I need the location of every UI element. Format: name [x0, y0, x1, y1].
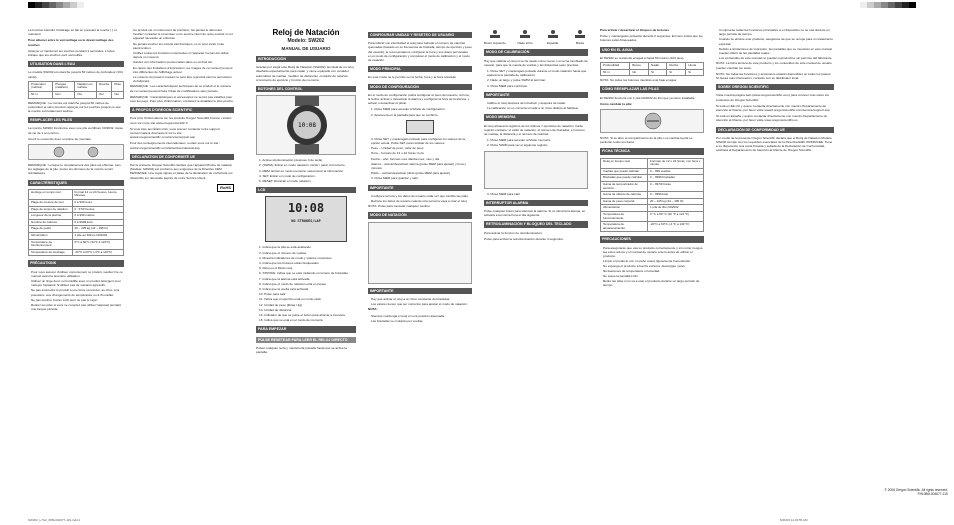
watch-icon	[257, 96, 357, 154]
section-title: DECLARACIÓN DE CONFORMIDAD UE	[716, 127, 834, 133]
list-item: 4. Indica que los botones están bloqueados	[259, 261, 319, 266]
memory-diagram	[484, 151, 588, 189]
list-item: Alarma – activar/desactivar alarma (pulse MEM para ajustar) y hora y minutos	[371, 161, 467, 171]
style-label: Brazo Izquierdo	[484, 41, 506, 46]
save-text: Pulsar cualquier tecla y mantenerla pulsada hasta que se active la pantalla.	[256, 345, 347, 355]
section-title: DÉCLARATION DE CONFORMITÉ UE	[130, 154, 234, 160]
section-title: BOTONES DEL CONTROL	[256, 86, 356, 92]
list-item: 5. Reloj en el Modo reloj	[259, 266, 293, 271]
section-title: IMPORTANTE	[368, 288, 472, 294]
column-2	[130, 28, 234, 192]
section-title: PRECAUCIONES	[600, 236, 704, 242]
water-text: El SW202 es resistente al agua a hasta 50 metros (164 pies).	[600, 55, 685, 60]
list-item: Debido a limitaciones de impresión, las pantallas que se muestran en este manual pueden diferir de las pantallas reales.	[719, 46, 832, 56]
list-item: 2. Aparecerá en la pantalla para que se confirme.	[371, 112, 439, 117]
clock-text: En este modo se le permite ver la fecha, hora y la hora activada.	[368, 75, 457, 80]
column-3	[256, 28, 356, 356]
list-item: 1. Indica que la pila se está acabando	[259, 245, 311, 250]
page-title: Reloj de Natación	[272, 28, 340, 37]
battery-cover-icon	[29, 145, 125, 159]
list-item: Utilisez un linge doux ou humidifié avec un produit détergent pour nettoyer l'appareil. N'utilisez pas de solvants agressifs.	[31, 278, 121, 288]
swimmer-icon	[487, 28, 503, 40]
style-label: Braza	[575, 41, 585, 46]
calibration-bar-left	[28, 2, 84, 8]
list-item: 15. Indica que se está en el modo de memoria	[259, 318, 323, 323]
watch-diagram	[256, 95, 356, 155]
list-item: 2. Indica que el número de vueltas	[259, 250, 307, 255]
swimmer-icon	[517, 28, 533, 40]
section-title: PRÉCAUTIONS	[28, 260, 124, 266]
about-text: Pour plus d'informations sur les produits Oregon Scientific France, rendez-vous sur notre site www.oregonscientific.fr	[130, 116, 233, 125]
water-text: Le modèle SW202 est étanche jusqu'à 50 mètres de profondeur (164 pieds).	[28, 70, 123, 79]
hint-title: Pour allumer entre le verrouillage ou le déverrouillage des touches	[28, 38, 114, 47]
calibration-bar-right	[860, 2, 916, 8]
column-5	[484, 28, 588, 243]
about-text: Si está en EE.UU y quiere contactar directamente con nuestro Departamento de Atención al Cliente, por favor visite www2.oregonscientific.com/service/support.asp	[716, 103, 830, 113]
list-item: Limpie el producto con un paño suave ligeramente humedecido.	[603, 259, 691, 264]
list-item: 1. Pulse MEM para acceder al Modo de configuración.	[371, 107, 446, 112]
list-item: No exponga el producto a fuerza extrema, descargas, polvo, fluctuaciones de temperatura o humedad.	[603, 264, 686, 273]
list-item: 3. Pulse SET y manténgalo pulsado para configurar los valores de la opción actual. Pulse SET para cambiar de los valores.	[371, 136, 466, 146]
list-item: Gardez vos informations personnelles dans un endroit sûr.	[133, 60, 213, 65]
section-title: IMPORTANTE	[484, 92, 588, 98]
section-title: CARACTÉRISTIQUES	[28, 180, 124, 186]
calib-text: Hay que calibrar el reloj si se ha usado como nuevo o si se ha cambiado de usuario, para que la cuenta de vueltas y las distancias sean precisas.	[484, 58, 588, 67]
section-title: REMPLACER LES PILES	[28, 117, 124, 123]
list-item: Calibre el reloj después de introducir y después de nadar.	[487, 101, 566, 106]
list-item: 3. MEM: Entrar en modo memoria; seleccionar la información.	[259, 168, 344, 173]
remark: REMARQUE : La montre est étanche jusqu'à 50 mètres de profondeur et sans pression appuyer sur les touches jusqu'à ce que la montre soit totalement séchée.	[28, 100, 121, 114]
note: NOTA: Si se abre el compartimento de la pila o se cambia la pila se perderán todos los datos.	[600, 136, 693, 145]
battery-diagram	[600, 109, 704, 133]
section-title: MODO MEMORIA	[484, 114, 588, 120]
section-title: LCD	[256, 187, 356, 193]
section-title: UTILISATION DANS L'EAU	[28, 61, 124, 67]
list-item: 2. Pulse SWIM para ver el siguiente registro.	[487, 143, 549, 148]
list-item: Hora – formato de 12 o 24 horas; hora	[371, 151, 424, 156]
rohs-logo: RoHS	[217, 184, 234, 192]
swim-styles	[484, 28, 588, 45]
swimmer-icon	[545, 28, 561, 40]
list-item: Para asegurarse que usa su producto correctamente y sin correr riesgos, lea estos avisos y el manual de usuario entero antes de utilizar el producto.	[603, 245, 704, 258]
list-item: La calibración no es correcta si nada a un ritmo distinto al habitual.	[487, 106, 579, 111]
style-label: Nado Libre	[517, 41, 533, 46]
backlight-text: Pulse para activar la retroiluminación durante 3 segundos.	[484, 236, 564, 241]
alarm-text: Pulse cualquier botón para silenciar la alarma. Si no silencia la alarma, se activará a la misma hora el día siguiente.	[484, 209, 586, 218]
list-item: Retirez les piles si vous ne comptez pas utiliser l'appareil pendant une longue période.	[31, 303, 122, 312]
lcd-mini	[406, 120, 434, 134]
swimmer-icon	[572, 28, 588, 40]
list-item: Ne pas soumettre le produit à une force excessive, au choc, à la poussière, aux changements de température ou à l'humidité.	[31, 288, 120, 297]
part-code: P/N:086L004677-11S	[917, 492, 948, 496]
note: NOTA: No todas las funciones y accesorios estarán disponibles en todos los países. Si desea más información, contacte con su distribuidor local.	[716, 71, 832, 81]
section-title: CÓMO REEMPLAZAR LAS PILAS	[600, 86, 704, 92]
list-item: Pour vous assurer d'utiliser correctement ce produit, veuillez lire ce manuel avant la première utilisation.	[31, 269, 123, 278]
section-title: INTERRUPTOR ALARMA	[484, 200, 588, 206]
declaration-text: Par la présente Oregon Scientific déclare que l'appareil Montre de natation (Modèle: SW202) est conforme aux exigences de la Directive CEM 89/336/CEE. Une copie signée et datée de la déclaration de conformité est disponible sur demande auprès de notre Service Client.	[130, 163, 233, 180]
list-item: 4. Pulse MEM para guardar y salir.	[371, 176, 419, 181]
intro-text: Gracias por elegir este Reloj de Natación (SW202). Es ideal de un reloj diseñado especialmente para nadar, y viene equipado con contador automático de vueltas, medidor de distancias, contador de calorías, cronómetro de ejercicio y función de memoria.	[256, 65, 354, 82]
note: NOTA: Pulse para cancelar cualquier cambio.	[368, 204, 431, 209]
column-6	[600, 28, 704, 288]
spec-table: Horloge en temps réel Format 12 ou 24 heures, Heure, Minutes Plage de mesure de tour 0 à 999 tours Plage de temps de natation 0 : 9:59 heures Longueur de la piscine 0 à 999 mètres Nombre de calories 0 à 9999 kcal Plage de poids 20 – 225 kg (44 – 495 lb) Alimentation 1 pile au lithium CR2032 Température de fonctionnement 0°C à 50°C (32°F à 122°F) Température de stockage -20°C à 60°C (-4°F à 140°F)	[28, 189, 124, 257]
battery-diagram	[28, 144, 124, 160]
box-text: Para utilizar con efectividad el reloj para calcular el número de calorías quemadas (basado en su frecuencia de brazada, tiempo de ejercicio y peso del usuario), le recomendamos configurar la hora y sus datos personales en el modo de configuración y completar el modo de calibración y el modo de natación.	[368, 41, 472, 63]
list-item: 3. Pulse MEM para salir.	[487, 191, 521, 196]
swim-diagram	[368, 222, 472, 284]
list-item: Retire las pilas si no va a usar el producto durante un largo periodo de tiempo.	[603, 278, 700, 288]
list-item: 4. SET: Entrar en modo de configuración.	[259, 173, 316, 178]
spec-table: Reloj en tiempo real Formato de 12 o 24 horas; con hora y minuto Vueltas que puede calcular 0 – 999 vueltas Brazadas que puede calcular 0 – 9999 brazadas Gama de temporizador de ejercicio 0 – 99:59 horas Gama de cálculo de calorías 0 – 9999 kcal Gama de peso corporal 20 – 225 kg (44 – 495 lb) Alimentación 1 pila de litio CR2032 Temperatura de funcionamiento 0 °C a 50 °C (32 °F a 122 °F) Temperatura de almacenamiento -20°C a 60°C (-4 °F a 140 °F)	[600, 158, 704, 233]
list-item: Los contenidos de este manual no pueden reproducirse sin permiso del fabricante.	[719, 56, 833, 61]
footer-right: 6/26/06 11:03:55 AM	[780, 518, 808, 522]
backlight-text: Para activar la función de retroiluminación:	[484, 230, 543, 235]
list-item: 10. Pulse para salir	[259, 292, 286, 297]
column-4	[368, 28, 472, 324]
water-table: Profundidad Buceo Nadar Ducha Lluvia 50 m No Sí Sí Sí	[600, 62, 704, 76]
column-7	[716, 28, 834, 155]
section-title: À PROPOS D'OREGON SCIENTIFIC	[130, 107, 234, 113]
about-text: Visite nuestra página web (www.oregonscientific.com) para conocer más sobre los productos de Oregon Scientific.	[716, 93, 829, 102]
list-item: Siempre mantenga el reloj en una posición adecuada.	[371, 313, 445, 318]
battery-text: El SW202 funciona con 1 pila CR2032 de litio que ya viene instalada.	[600, 95, 695, 100]
list-item: 3. Pulse MEM para confirmar.	[487, 83, 528, 88]
about-text: Pour des renseignements internationaux, rendez-vous sur le site : www2.oregonscientific.com/about/international.asp	[130, 141, 221, 150]
battery-change: Cómo cambiar la pila:	[600, 101, 633, 106]
watch-digits: 10:08	[297, 122, 317, 130]
section-title: INTRODUCCIÓN	[256, 56, 356, 62]
list-item: Fecha – año; formato mes día/día mes; mes y día	[371, 156, 440, 161]
remark: REMARQUE : Les caractéristiques techniques de ce produit et le contenu de ce manuel peuvent faire l'objet de modifications sans préavis.	[130, 84, 232, 93]
list-item: Peso – Unidad de peso; valor de peso	[371, 146, 424, 151]
list-item: 7. Indica que la alarma está activada	[259, 276, 310, 281]
hint-text: Appuyer et maintenez les touches pendant 2 secondes. L'icône indique que les touches sont verrouillés.	[28, 48, 115, 58]
section-title: MODO PRINCIPAL	[368, 66, 472, 72]
list-item: 8. Indica que el modo de natación está en pausa	[259, 281, 326, 286]
list-item: 3. Muestra indicadores de modo y valores numéricos	[259, 255, 332, 260]
list-item: 1. Activa retroiluminación (despues 3 de tecla)	[259, 158, 323, 163]
battery-text: La montre SW202 fonctionne avec une pile au lithium CR2032, durée de vie de 1 an environ.	[28, 126, 124, 135]
copyright-text: © 2006 Oregon Scientific. All rights reserved.	[884, 488, 948, 492]
list-item: 9. Indica que la vuelta está activada	[259, 287, 309, 292]
list-item: Ce produit est un instrument de précision. Ne jamais le démonter. Veuillez contacter le revendeur ou le service client de notre société si cet appareil nécessite un entretien.	[133, 28, 233, 41]
list-item: Pitido – activar/desactivar pitido (pulse MEM para ajustar)	[371, 171, 451, 176]
battery-cover-icon	[601, 110, 705, 132]
about-text: Si está en España y quiere contactar directamente con nuestro Departamento de Atención al Cliente, por favor visite www.oregonscientific.es	[716, 114, 828, 123]
list-item: 5. RESET: Reiniciar el modo natación.	[259, 179, 312, 184]
list-item: Ne jamais toucher les circuits électroniques, et ce pour éviter toute électrocution.	[133, 41, 225, 50]
list-item: 6. STROKE: Indica que se está midiendo el número de brazadas	[259, 271, 348, 276]
note: NOTA:	[368, 307, 378, 312]
battery-open: Ouvrir le couvercle avec un pièce de monnaie.	[28, 136, 92, 141]
section-title: MODO DE CALIBRACIÓN	[484, 49, 588, 55]
note: NOTA: La ficha técnica de este producto y los contenidos de este manual de usuario pueden cambiar sin aviso.	[716, 61, 832, 70]
remark: REMARQUE : Caractéristiques et accessoires ne seront pas valables pour tous les pays. Pour plus d'information, contactez le détaillant le plus proche.	[130, 94, 234, 104]
section-title: MODO DE CONFIGURACIÓN	[368, 84, 472, 90]
section-title: CONFIGURAR UNIDAD Y RESETEO DE USUARIO	[368, 32, 472, 38]
section-title: IMPORTANTE	[368, 185, 472, 191]
list-item: 2. Nade un largo y pulse SWIM al terminar.	[487, 78, 546, 83]
manual-label: MANUAL DE USUARIO	[281, 46, 331, 51]
lock-title: Para activar / desactivar el bloqueo de botones	[600, 28, 670, 32]
list-item: Compruebe todas las funciones principales si el dispositivo no se usa durante un largo periodo de tiempo.	[719, 28, 830, 37]
list-item: Cuando se elimine este producto, asegúrese de que se recoge para un tratamiento especial.	[719, 37, 833, 46]
list-item: Configure la hora y los datos de usuario cada vez que cambie las pilas.	[371, 193, 469, 198]
list-item: En raison des limitations d'impression, les images de ce manuel peuvent être différentes de l'affichage actuel.	[133, 65, 233, 74]
list-item: Hay que activar el reloj a un ritmo constante de brazadas.	[371, 296, 451, 301]
list-item: Los valores tienen que ser correctos para ajustar el modo de natación.	[371, 302, 468, 307]
declaration-text: Por medio de la presente Oregon Scientific declara que el Reloj de Natación Modelo SW202 cumple con los requisitos esenciales de la Directiva EMC 89/336/CEE. Tiene a su disposición una copia firmada y sellada de la Declaración de Conformidad, solicítela al Departamento de Atención al Cliente de Oregon Scientific.	[716, 135, 833, 153]
list-item: 12. Unidad de peso (libras / kg)	[259, 302, 302, 307]
config-text: En el modo de configuración podrá configurar el peso del usuario, la hora, la fecha, activar o desactivar la alarma y configurar la hora de la alarma, y activar o desactivar el pitido.	[368, 92, 470, 106]
remark: REMARQUE : Lorsque le remplacement des piles est effectué, tous les réglages de la pile, toutes les données de la montre seront réinitialisées.	[28, 163, 121, 176]
lcd-small-text: NO STROKES/LAP	[291, 219, 321, 224]
footer-left: SW202_L7G2_086L004677-11S.indd 1	[28, 518, 81, 522]
section-title: PARA EMPEZAR	[256, 326, 356, 332]
section-title: SOBRE OREGON SCIENTIFIC	[716, 84, 834, 90]
memory-text: El reloj almacena registros de los últimos 7 ejercicios de natación. Cada registro contiene: el estilo de natación, el número de brazadas, el número de vueltas, la distancia y el número de calorías.	[484, 123, 585, 137]
section-subtitle: PULSE RESETEAR PARA LEER EL RELOJ DIRECTO	[256, 337, 356, 343]
lcd-digits: 10:08	[287, 201, 325, 216]
section-title: MODO DE NATACIÓN	[368, 212, 472, 218]
list-item: 14. Indicador de que se pulse el botón para ahorrar a memoria	[259, 313, 345, 318]
style-label: Espalda	[546, 41, 559, 46]
water-table: Profondeur (mètres) Plongée (natation) Natation en surface Douche Pluie 50 m Non Oui Oui Oui	[28, 81, 124, 99]
list-item: Vérifiez toutes les fonctions importantes si l'appareil n'a pas été utilisé depuis un moment.	[133, 51, 229, 60]
section-title: USO EN EL AGUA	[600, 47, 704, 53]
list-item: 13. Unidad de distancia	[259, 307, 292, 312]
lock-text: Pulse y manténgalos pulsados durante 2 segundos. El icono indica que los botones están bloqueados.	[600, 34, 703, 43]
list-item: 1. Pulse SET y manténgalo pulsado durante el modo natación hasta que aparezca la pantalla de calibración.	[487, 69, 587, 78]
lcd-display	[265, 196, 347, 242]
column-1	[28, 28, 124, 312]
note: NOTA: No pulse los botones mientras esté bajo el agua.	[600, 78, 677, 83]
about-text: Si vous êtes aux États-Unis, vous pouvez contacter notre support consommateur directement sur le site : www2.oregonscientific.com/service/support.asp	[130, 126, 220, 140]
list-item: 11. Indica que el ejercicio está en modo nado	[259, 297, 322, 302]
list-item: Reinicie los datos de usuario cuando otra persona vaya a usar el reloj.	[371, 199, 468, 204]
list-item: 2. (SWIM): Entrar en modo natación; iniciar / parar cronómetro.	[259, 163, 346, 168]
section-title: RETROILUMINACIÓN Y BLOQUEO DEL TECLADO	[484, 221, 588, 227]
model-label: Modelo: SW202	[287, 38, 325, 44]
copyright	[840, 488, 948, 496]
section-title: FICHA TÉCNICA	[600, 148, 704, 154]
list-item: Le contenu du présent manuel ne peut être reproduit sans la permission du fabricant.	[133, 75, 232, 84]
list-item: 1. Pulse MEM para acceder al Modo memoria.	[487, 138, 551, 143]
intro-text: La fonction éteindre l'éclairage se fait en pressant la touche ( ) et maintenir.	[28, 28, 117, 37]
list-item: No toque la pantalla LCD.	[603, 273, 639, 278]
list-item: Ne pas toucher l'écran LCD pour ne pas le rayer.	[31, 297, 98, 302]
list-item: Las brazadas se contarán por vueltas.	[371, 318, 424, 323]
